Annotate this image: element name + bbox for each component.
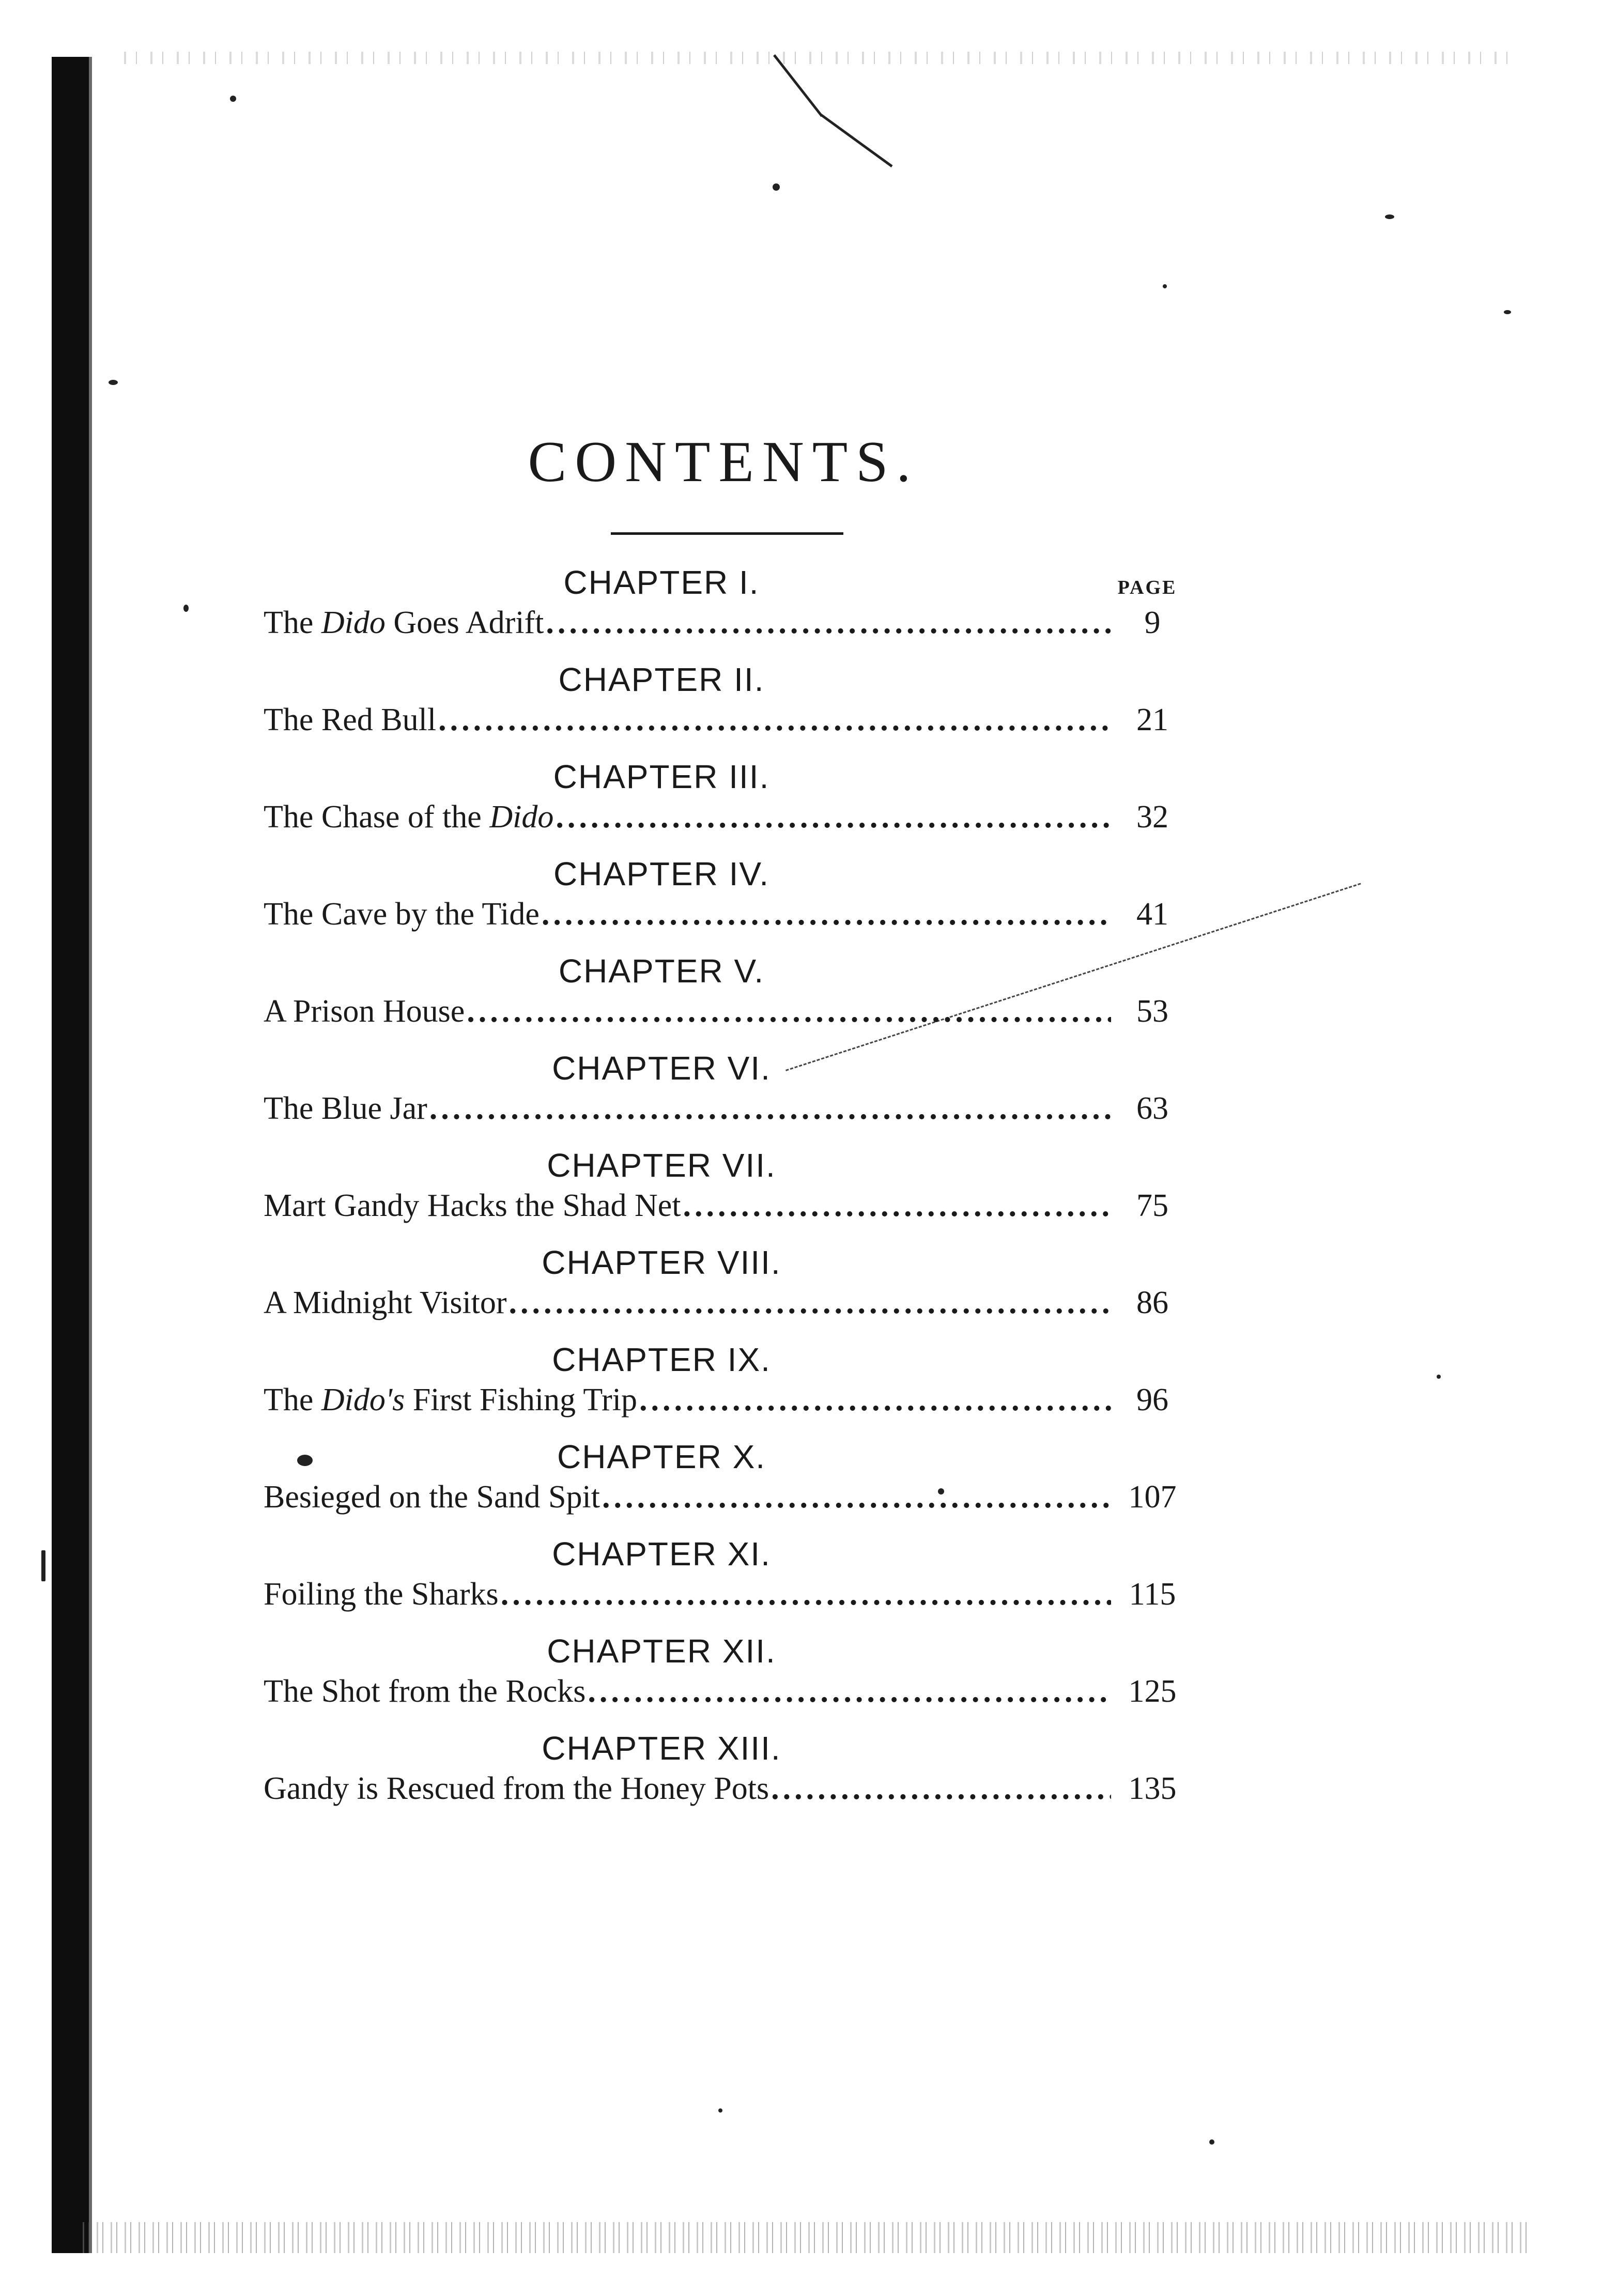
dot-leader [546,605,1111,641]
chapter-title-pre: The Shot from the Rocks [264,1674,586,1709]
chapter-heading: CHAPTER XI. [552,1535,771,1573]
chapter-heading: CHAPTER VII. [547,1147,776,1184]
chapter-heading: CHAPTER IV. [553,855,769,892]
chapter-heading: CHAPTER I. [563,564,760,601]
toc-line [264,1673,1194,1710]
toc-line [264,896,1194,933]
toc-entry [264,1146,1194,1243]
toc-entry [264,563,1194,660]
dot-leader [438,702,1111,738]
dot-leader [501,1576,1111,1613]
chapter-title [264,1382,639,1419]
chapter-title-pre: The Chase of the [264,799,490,835]
chapter-title [264,1673,588,1710]
table-of-contents [264,563,1194,1826]
toc-line [264,1479,1194,1516]
chapter-heading: CHAPTER VIII. [542,1244,781,1281]
chapter-title-post: Goes Adrift [385,605,544,640]
toc-entry [264,1438,1194,1535]
chapter-title-pre: Gandy is Rescued from the Honey Pots [264,1771,769,1806]
chapter-heading: CHAPTER IX. [552,1341,771,1378]
toc-entry [264,1243,1194,1340]
chapter-title [264,1576,501,1613]
page-bottom-edge-marks [83,2222,1530,2253]
toc-entry [264,1535,1194,1632]
toc-line [264,1188,1194,1224]
toc-line [264,1576,1194,1613]
chapter-title-pre: A Midnight Visitor [264,1285,507,1320]
toc-line [264,799,1194,836]
chapter-title [264,1479,602,1516]
chapter-title [264,896,542,933]
page-number: 135 [1128,1771,1177,1806]
chapter-title [264,993,467,1030]
chapter-title [264,605,546,641]
page-title: CONTENTS. [528,430,919,494]
title-rule [611,532,843,535]
chapter-title [264,1090,429,1127]
toc-entry [264,758,1194,855]
page-number: 96 [1136,1382,1168,1417]
page-column-label: PAGE [1117,577,1177,598]
dot-leader [429,1090,1111,1127]
dot-leader [467,993,1111,1030]
chapter-title-italic: Dido [321,605,386,640]
page-number: 32 [1136,799,1168,835]
chapter-title-post: First Fishing Trip [405,1382,637,1417]
page-number: 86 [1136,1285,1168,1320]
dot-leader [542,896,1111,933]
chapter-title-italic: Dido's [321,1382,405,1417]
chapter-title [264,702,438,738]
chapter-title-pre: The Cave by the Tide [264,897,540,932]
dot-leader [639,1382,1111,1419]
chapter-heading: CHAPTER VI. [552,1050,771,1087]
chapter-title-pre: The [264,1382,321,1417]
chapter-heading: CHAPTER II. [558,661,765,698]
page-number: 53 [1136,994,1168,1029]
chapter-title [264,799,556,836]
book-spine-shadow [52,57,89,2253]
page-top-edge-marks [124,52,1509,64]
toc-line [264,993,1194,1030]
chapter-title-pre: Foiling the Sharks [264,1577,499,1612]
page-number: 63 [1136,1091,1168,1126]
chapter-title [264,1285,509,1321]
chapter-heading: CHAPTER III. [553,758,770,795]
dot-leader [509,1285,1111,1321]
toc-entry [264,1340,1194,1438]
dot-leader [683,1188,1111,1224]
page-number: 21 [1136,702,1168,737]
chapter-title-pre: The [264,605,321,640]
chapter-title-pre: The Red Bull [264,702,437,737]
page-number: 125 [1128,1674,1177,1709]
dot-leader [771,1770,1111,1807]
toc-entry [264,952,1194,1049]
toc-entry [264,660,1194,758]
page-number: 9 [1144,605,1161,640]
toc-line [264,605,1194,641]
page-number: 75 [1136,1188,1168,1223]
toc-entry [264,855,1194,952]
dot-leader [556,799,1111,836]
toc-entry [264,1632,1194,1729]
chapter-title [264,1188,683,1224]
chapter-title-pre: Mart Gandy Hacks the Shad Net [264,1188,681,1223]
chapter-title-pre: A Prison House [264,994,465,1029]
dot-leader [602,1479,1111,1516]
toc-line [264,1090,1194,1127]
page-number: 115 [1129,1577,1176,1612]
chapter-heading: CHAPTER X. [557,1438,766,1475]
chapter-heading: CHAPTER XIII. [542,1730,781,1767]
toc-line [264,702,1194,738]
chapter-title-italic: Dido [489,799,554,835]
book-spine-edge [89,57,92,2253]
chapter-heading: CHAPTER XII. [547,1632,776,1670]
chapter-title-pre: Besieged on the Sand Spit [264,1480,600,1515]
chapter-title [264,1770,771,1807]
toc-entry [264,1729,1194,1826]
toc-line [264,1382,1194,1419]
toc-entry [264,1049,1194,1146]
chapter-title-pre: The Blue Jar [264,1091,427,1126]
dot-leader [588,1673,1111,1710]
toc-line [264,1285,1194,1321]
page-number: 107 [1128,1480,1177,1515]
toc-line [264,1770,1194,1807]
page-number: 41 [1136,897,1168,932]
chapter-heading: CHAPTER V. [558,952,765,990]
